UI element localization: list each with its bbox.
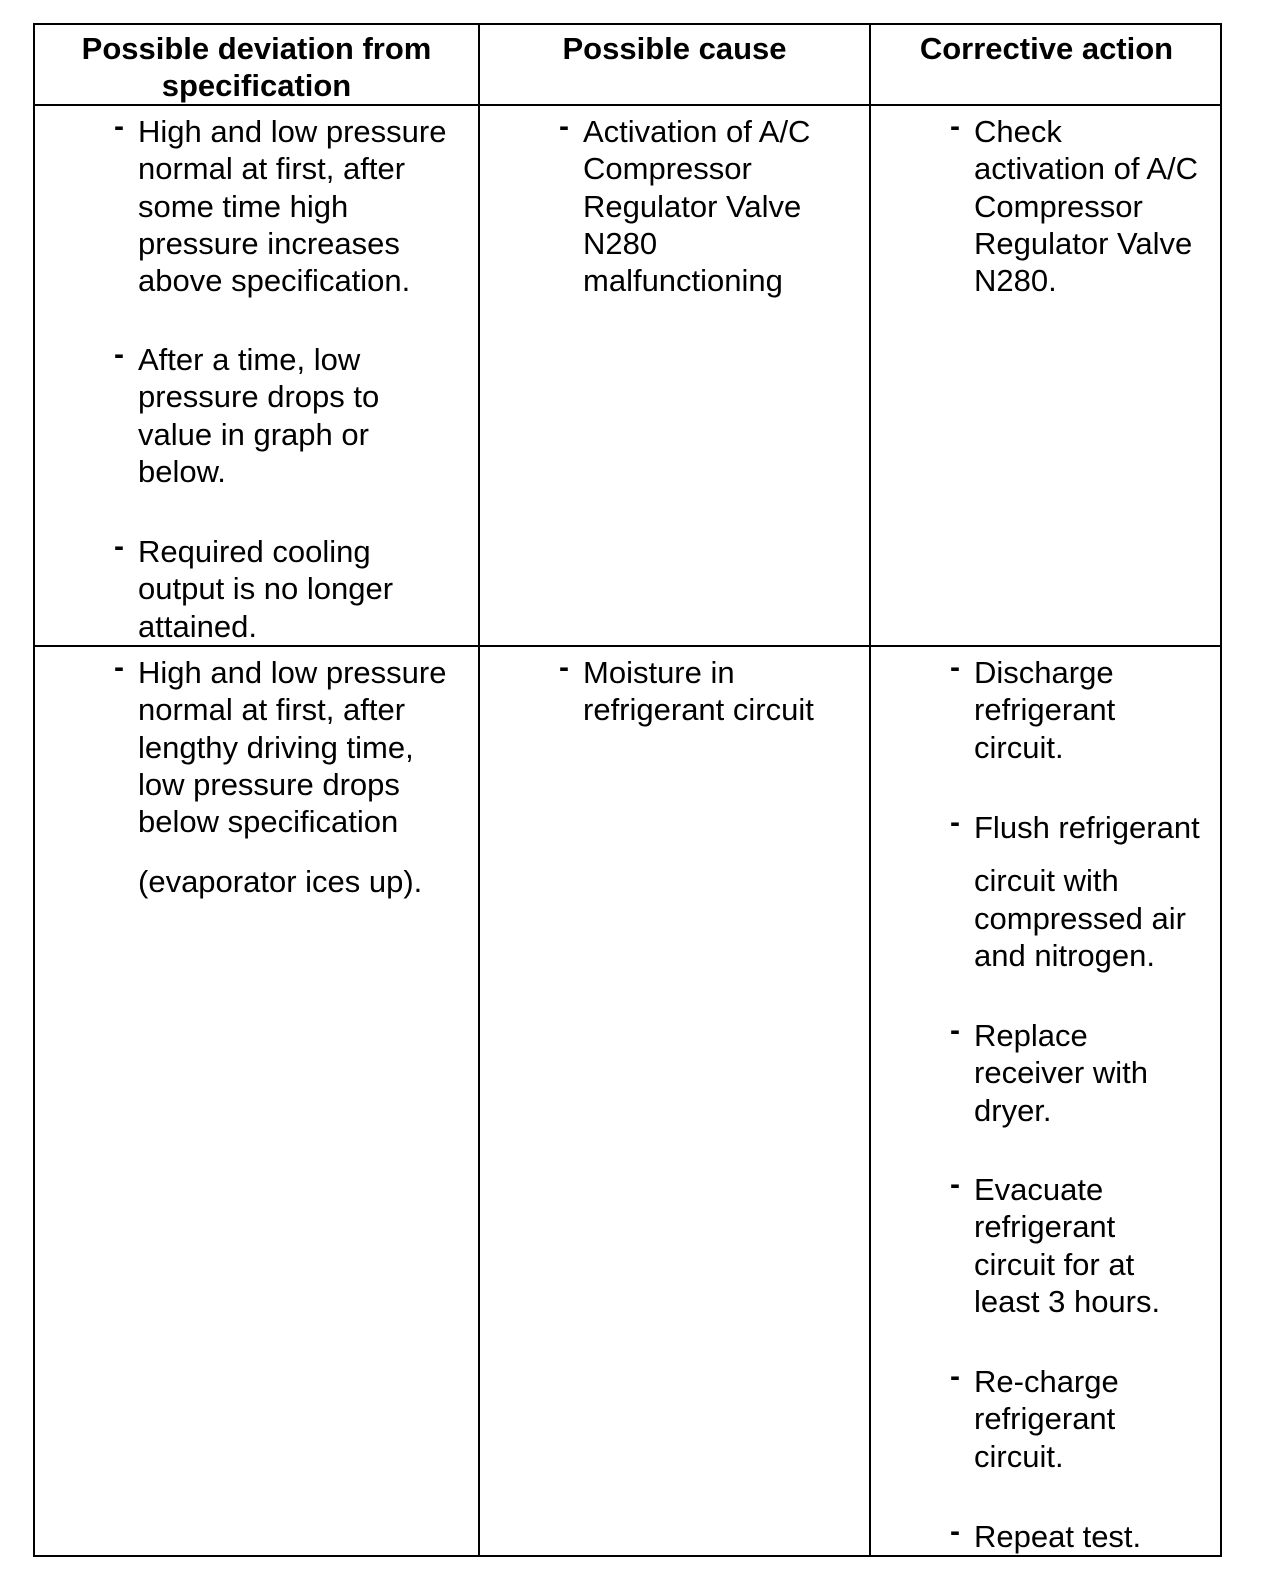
bullet: - (114, 530, 124, 563)
bullet: - (950, 1168, 960, 1201)
text-line: pressure drops to (138, 379, 380, 415)
text-line: Compressor (974, 188, 1143, 224)
deviation-item (114, 110, 447, 299)
text-line: refrigerant (974, 1401, 1116, 1437)
text-line: lengthy driving time, (138, 729, 414, 765)
header-deviation-line: specification (161, 68, 352, 103)
bullet: - (559, 110, 569, 143)
bullet: - (950, 1014, 960, 1047)
row-divider (35, 645, 1220, 647)
deviation-item (114, 651, 447, 901)
action-item (950, 1360, 1119, 1475)
text-line: N280. (974, 263, 1057, 299)
bullet: - (559, 651, 569, 684)
text-line: Moisture in (583, 655, 735, 690)
text-line: normal at first, after (138, 692, 406, 728)
text-line: below. (138, 453, 226, 489)
text-line: circuit for at (974, 1246, 1135, 1282)
text-line: Check (974, 114, 1062, 149)
text-line: low pressure drops (138, 766, 400, 802)
text-line: Re-charge (974, 1364, 1119, 1399)
bullet: - (950, 1515, 960, 1548)
text-line: Regulator Valve (583, 188, 802, 224)
text-line: some time high (138, 188, 349, 224)
text-line: receiver with (974, 1055, 1148, 1091)
text-line: attained. (138, 608, 257, 644)
text-line: refrigerant circuit (583, 692, 814, 728)
bullet: - (950, 1360, 960, 1393)
text-line: malfunctioning (583, 263, 783, 299)
text-line: Discharge (974, 655, 1114, 690)
header-deviation-line: Possible deviation from (81, 31, 432, 66)
text-line: Repeat test. (974, 1519, 1142, 1554)
text-line: (evaporator ices up). (138, 864, 423, 900)
action-item (950, 1515, 1142, 1555)
text-line: activation of A/C (974, 151, 1199, 187)
text-line: High and low pressure (138, 114, 447, 149)
header-divider (35, 104, 1220, 106)
header-cause: Possible cause (562, 31, 787, 66)
text-line: Required cooling (138, 534, 371, 569)
bullet: - (950, 651, 960, 684)
text-line: Replace (974, 1018, 1088, 1053)
text-line: circuit. (974, 729, 1064, 765)
text-line: compressed air (974, 900, 1186, 936)
bullet: - (950, 110, 960, 143)
text-line: circuit with (974, 863, 1119, 899)
deviation-item (114, 338, 380, 490)
bullet: - (950, 806, 960, 839)
action-item (950, 651, 1116, 766)
text-line: dryer. (974, 1092, 1052, 1128)
column-divider (869, 25, 871, 1555)
text-line: and nitrogen. (974, 937, 1155, 973)
header-deviation (35, 30, 478, 104)
text-line: pressure increases (138, 225, 400, 261)
action-item (950, 806, 1200, 974)
text-line: Regulator Valve (974, 225, 1193, 261)
action-item (950, 1168, 1161, 1320)
text-line: High and low pressure (138, 655, 447, 690)
deviation-item (114, 530, 394, 645)
bullet: - (114, 651, 124, 684)
cause-item (559, 651, 814, 729)
text-line: Flush refrigerant (974, 810, 1200, 845)
text-line: normal at first, after (138, 151, 406, 187)
text-line: below specification (138, 804, 399, 840)
text-line: refrigerant (974, 692, 1116, 728)
text-line: refrigerant (974, 1209, 1116, 1245)
action-item (950, 1014, 1148, 1129)
text-line: circuit. (974, 1438, 1064, 1474)
text-line: Compressor (583, 151, 752, 187)
text-line: N280 (583, 225, 658, 261)
bullet: - (114, 338, 124, 371)
troubleshooting-table (33, 23, 1222, 1557)
action-item (950, 110, 1199, 299)
text-line: Evacuate (974, 1172, 1104, 1207)
cause-item (559, 110, 811, 299)
text-line: output is no longer (138, 571, 394, 607)
column-divider (478, 25, 480, 1555)
bullet: - (114, 110, 124, 143)
text-line: After a time, low (138, 342, 361, 377)
text-line: least 3 hours. (974, 1283, 1161, 1319)
text-line: above specification. (138, 263, 411, 299)
header-action: Corrective action (919, 31, 1174, 66)
text-line: Activation of A/C (583, 114, 811, 149)
text-line: value in graph or (138, 416, 369, 452)
